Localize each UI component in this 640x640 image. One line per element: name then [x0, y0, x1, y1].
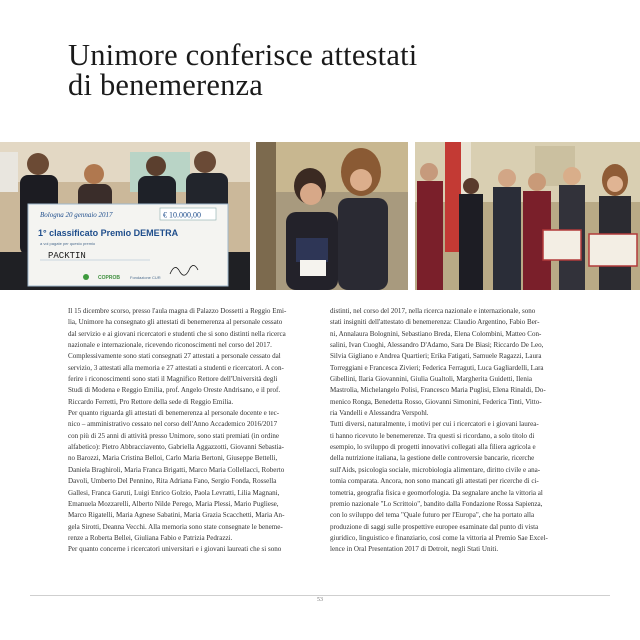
text-line: Gallesi, Franca Garuti, Luigi Enrico Golzio, Paola Levratti, Lilia Magnani,	[68, 488, 280, 497]
photo-prize-check-image	[0, 142, 250, 290]
check-prize: 1° classificato Premio DEMETRA	[38, 228, 179, 238]
text-line: Riccardo Ferretti, Pro Rettore della sede di Reggio Emilia.	[68, 397, 234, 406]
text-line: ti hanno ricevuto le benemerenze. Tra questi si ricordano, a solo titolo di	[330, 431, 535, 440]
text-line: distinti, nel corso del 2017, nella ricerca nazionale e internazionale, sono	[330, 307, 536, 315]
text-line: Studi di Modena e Reggio Emilia, prof. Angelo Oreste Andrisano, e il prof.	[68, 386, 281, 395]
text-line: no Barozzi, Maria Cristina Belloi, Carlo Maria Bertoni, Giuseppe Bettelli,	[68, 454, 278, 463]
text-line: Marco Rigatelli, Maria Agnese Sabatini, Maria Grazia Scacchetti, Maria An-	[68, 511, 285, 520]
text-line: menico Ronga, Benedetta Rosso, Giovanni Simonini, Federica Tinti, Vitto-	[330, 397, 542, 406]
text-line: della nutrizione italiana, la gestione delle controversie bancarie, ricerche	[330, 454, 535, 463]
check-sponsor-1: COPROB	[98, 275, 120, 281]
text-line: stati insigniti dell'attestato di benemerenza: Claudio Argentino, Fabio Ber-	[330, 318, 540, 327]
check-payee-label: a voi pagate per questo premio	[40, 241, 96, 246]
text-line: Emanuela Mozzarelli, Alberto Nilde Perego, Maria Plessi, Mario Pugliese,	[68, 499, 279, 508]
page-number: 53	[317, 597, 323, 603]
photo-ceremony-group	[415, 142, 640, 290]
check-sponsor-2: Fondazione CUR	[130, 275, 161, 280]
text-line: renze a Roberta Bellei, Giuliana Fabio e Patrizia Pedrazzi.	[68, 533, 233, 542]
text-line: sull'Aids, psicologia sociale, microbiologia alimentare, diritto civile e ana-	[330, 465, 541, 474]
text-line: con più di 25 anni di attività presso Unimore, sono stati premiati (in ordine	[68, 431, 279, 440]
text-line: giuridico, linguistico e finanziario, così come la vittoria al Premio Sae Excel-	[330, 533, 548, 542]
text-line: Mastrolia, Michelangelo Polisi, Francesco Maria Puglisi, Elena Rinaldi, Do-	[330, 386, 546, 395]
text-line: Per quanto riguarda gli attestati di benemerenza al personale docente e tec-	[68, 409, 280, 418]
text-line: alfabetico): Pietro Abbracciavento, Gabriella Aggazzotti, Giovanni Sebastia-	[68, 443, 285, 452]
photo-attestato-women	[256, 142, 408, 290]
text-line: con lo sviluppo del tema "Quale futuro per l'Europa", che ha portato alla	[330, 511, 535, 520]
text-line: servizio, 3 attestati alla memoria e 27 attestati a studenti e ricercatori. A con-	[68, 363, 284, 372]
text-line: Il 15 dicembre scorso, presso l'aula magna di Palazzo Dossetti a Reggio Emi-	[68, 307, 287, 315]
text-line: nico – amministrativo cessato nel corso dell'Anno Accademico 2016/2017	[68, 420, 278, 429]
text-line: nazionale e internazionale, ricevendo riconoscimenti nel corso del 2017.	[68, 341, 272, 350]
article-title	[68, 40, 417, 100]
article-column-left	[68, 306, 309, 556]
text-line: esempio, lo sviluppo di progetti innovativi collegati alla filiera agricola e	[330, 443, 536, 452]
photo-ceremony-group-image	[415, 142, 640, 290]
text-line: Silvia Gigliano e Andrea Quartieri; Erika Fatigati, Samuele Ragazzi, Laura	[330, 352, 542, 361]
text-line: tometria, geografia fisica e geomorfologia. Da segnalare anche la vittoria al	[330, 488, 543, 497]
text-line: ni, Annalaura Bolognini, Sebastiano Breda, Elena Colombini, Matteo Con-	[330, 329, 542, 338]
text-line: dal servizio e ai giovani ricercatori e studenti che si sono distinti nella ricerca	[68, 329, 286, 338]
photo-prize-check	[0, 142, 250, 290]
text-line: ria Vandelli e Alessandra Verspohl.	[330, 409, 429, 418]
footer-divider	[30, 595, 610, 596]
text-line: Tutti diversi, naturalmente, i motivi per cui i ricercatori e i giovani laurea-	[330, 420, 539, 429]
article-column-right	[330, 306, 571, 556]
text-line: Per quanto concerne i ricercatori universitari e i giovani laureati che si sono	[68, 545, 282, 554]
check-city-date: Bologna 20 gennaio 2017	[40, 211, 113, 219]
sponsor-logo-icon	[83, 274, 89, 280]
text-line: salini, Ivan Cuoghi, Alessandro D'Adamo, Sara De Biasi; Riccardo De Leo,	[330, 341, 544, 350]
text-line: Gibellini, Ilaria Giovannini, Giulia Gualtoli, Margherita Guidetti, Ilenia	[330, 375, 533, 384]
title-line-1: Unimore conferisce attestati	[68, 38, 418, 72]
text-line: tomia comparata. Ancora, non sono mancati gli attestati per ricerche di ci-	[330, 477, 539, 486]
text-line: Davoli, Umberto Del Pennino, Rita Adriana Fano, Sergio Fonda, Rossella	[68, 477, 277, 486]
text-line: lence in Oral Presentation 2017 di Detroit, negli Stati Uniti.	[330, 545, 499, 554]
title-line-2: di benemerenza	[68, 68, 264, 102]
text-line: gela Sirotti, Deanna Vecchi. Alla memoria sono state consegnate le beneme-	[68, 522, 283, 531]
check-amount: € 10.000,00	[163, 210, 201, 220]
text-line: lia, Unimore ha consegnato gli attestati di benemerenza al personale cessato	[68, 318, 283, 327]
text-line: premio nazionale "Lo Scrittoio", bandito dalla Fondazione Rossa Sapienza,	[330, 499, 543, 508]
text-line: Torreggiani e Francesca Zivieri; Federica Ferraguti, Luca Gagliardelli, Lara	[330, 363, 544, 372]
text-line: produzione di saggi sulle prospettive europee esaminate dal punto di vista	[330, 522, 539, 531]
text-line: Complessivamente sono stati consegnati 27 attestati a personale cessato dal	[68, 352, 281, 361]
text-line: Daniela Braghiroli, Maria Franca Brigatti, Marco Maria Collellacci, Roberto	[68, 465, 285, 474]
check-payee: PACKTIN	[48, 251, 86, 261]
text-line: ferire i riconoscimenti sono stati il Magnifico Rettore dell'Università degli	[68, 375, 278, 384]
photo-attestato-women-image	[256, 142, 408, 290]
